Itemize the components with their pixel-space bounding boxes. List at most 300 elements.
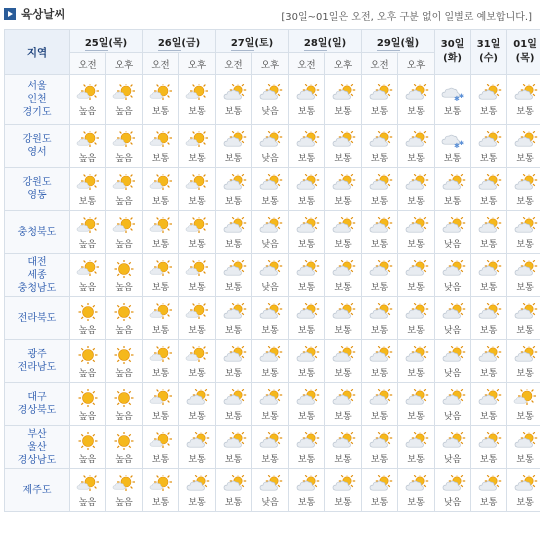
uv-level: 보통	[224, 497, 243, 508]
uv-level: 낮음	[443, 454, 462, 465]
forecast-cell	[179, 426, 216, 469]
cloud-sun-icon	[221, 432, 247, 450]
cloud-sun-icon	[257, 260, 283, 278]
cloud-sun-icon	[367, 303, 393, 321]
table-row	[5, 211, 540, 254]
cloud-sun-icon	[294, 475, 320, 493]
uv-level: 보통	[479, 196, 498, 207]
cloud-sun-icon	[440, 303, 466, 321]
uv-level: 보통	[407, 411, 425, 422]
pm-header: 오후	[106, 53, 143, 75]
table-row	[5, 168, 540, 211]
uv-level: 낮음	[443, 282, 462, 293]
forecast-cell	[362, 75, 398, 125]
forecast-cell	[106, 75, 143, 125]
forecast-cell	[143, 211, 179, 254]
forecast-cell	[216, 426, 252, 469]
forecast-cell	[471, 75, 507, 125]
section-arrow-icon	[4, 8, 16, 20]
uv-level: 보통	[334, 282, 352, 293]
uv-level: 보통	[224, 196, 243, 207]
uv-level: 보통	[516, 497, 534, 508]
region-name	[5, 168, 70, 211]
forecast-cell	[435, 469, 471, 512]
region-name	[5, 125, 70, 168]
cloud-sun-icon	[512, 131, 538, 149]
sunny-cloud-icon	[111, 217, 137, 235]
forecast-cell	[362, 469, 398, 512]
cloud-sun-icon	[476, 475, 502, 493]
uv-level: 보통	[151, 454, 170, 465]
forecast-cell	[471, 340, 507, 383]
forecast-cell	[143, 426, 179, 469]
sunny-cloud-icon	[148, 303, 174, 321]
cloud-sun-icon	[440, 217, 466, 235]
uv-level: 보통	[334, 325, 352, 336]
forecast-cell	[398, 211, 435, 254]
sunny-icon	[75, 303, 101, 321]
forecast-cell	[362, 297, 398, 340]
cloud-sun-icon	[367, 174, 393, 192]
forecast-cell	[143, 340, 179, 383]
uv-level: 보통	[188, 153, 206, 164]
region-line: 대구	[27, 392, 47, 403]
forecast-cell	[143, 254, 179, 297]
forecast-cell	[325, 340, 362, 383]
uv-level: 보통	[297, 107, 316, 117]
cloud-sun-icon	[184, 475, 210, 493]
uv-level: 보통	[479, 239, 498, 250]
uv-level: 보통	[370, 239, 389, 250]
cloud-sun-icon	[476, 303, 502, 321]
forecast-cell	[252, 125, 289, 168]
cloud-sun-icon	[403, 131, 429, 149]
region-line: 부산	[27, 428, 47, 440]
section-title: 육상날씨	[21, 7, 66, 21]
uv-level: 높음	[115, 368, 133, 379]
uv-level: 보통	[297, 497, 316, 508]
forecast-cell	[70, 254, 106, 297]
forecast-cell	[216, 254, 252, 297]
uv-level: 보통	[479, 497, 498, 508]
cloud-sun-icon	[257, 389, 283, 407]
forecast-cell	[325, 75, 362, 125]
cloud-sun-icon	[403, 84, 429, 102]
cloud-sun-icon	[184, 389, 210, 407]
uv-level: 보통	[479, 282, 498, 293]
uv-level: 보통	[297, 282, 316, 293]
cloud-sun-icon	[221, 217, 247, 235]
uv-level: 보통	[334, 411, 352, 422]
uv-level: 보통	[261, 454, 279, 465]
sunny-cloud-icon	[148, 432, 174, 450]
day-header	[70, 30, 143, 53]
cloud-sun-icon	[294, 432, 320, 450]
cloud-sun-icon	[476, 84, 502, 102]
forecast-cell	[471, 383, 507, 426]
sunny-cloud-icon	[111, 174, 137, 192]
uv-level: 보통	[334, 196, 352, 207]
region-line: 제주도	[22, 484, 52, 496]
forecast-cell	[216, 340, 252, 383]
uv-level: 낮음	[443, 411, 462, 422]
forecast-cell	[435, 340, 471, 383]
pm-header: 오후	[398, 53, 435, 75]
uv-level: 높음	[115, 239, 133, 250]
uv-level: 보통	[188, 497, 206, 508]
cloud-sun-icon	[330, 389, 356, 407]
uv-level: 보통	[188, 196, 206, 207]
forecast-cell	[106, 383, 143, 426]
cloud-sun-icon	[440, 389, 466, 407]
table-row	[5, 383, 540, 426]
forecast-cell	[252, 254, 289, 297]
cloud-sun-icon	[330, 260, 356, 278]
uv-level: 보통	[188, 325, 206, 336]
uv-level: 보통	[224, 239, 243, 250]
forecast-cell	[362, 254, 398, 297]
svg-text:✱: ✱	[458, 93, 464, 100]
forecast-cell	[289, 254, 325, 297]
table-row	[5, 340, 540, 383]
sunny-cloud-icon	[148, 84, 174, 102]
forecast-cell	[362, 125, 398, 168]
forecast-cell	[216, 469, 252, 512]
forecast-cell	[216, 211, 252, 254]
cloud-sun-icon	[330, 217, 356, 235]
sunny-icon	[111, 389, 137, 407]
uv-level: 높음	[115, 196, 133, 207]
forecast-cell	[435, 254, 471, 297]
forecast-cell	[216, 168, 252, 211]
area-header: 지역	[5, 30, 70, 75]
cloud-sun-icon	[403, 217, 429, 235]
cloud-sun-icon	[512, 432, 538, 450]
uv-level: 보통	[297, 239, 316, 250]
cloud-sun-icon	[221, 84, 247, 102]
uv-level: 보통	[261, 196, 279, 207]
forecast-cell	[252, 168, 289, 211]
forecast-cell	[289, 75, 325, 125]
forecast-cell	[70, 168, 106, 211]
forecast-cell	[106, 125, 143, 168]
uv-level: 보통	[297, 325, 316, 336]
cloud-sun-icon	[440, 260, 466, 278]
day-header	[289, 30, 362, 53]
forecast-cell	[252, 211, 289, 254]
forecast-cell	[398, 469, 435, 512]
uv-level: 높음	[78, 411, 97, 422]
cloud-sun-icon	[294, 346, 320, 364]
cloud-sun-icon	[330, 303, 356, 321]
day-date: 25일	[84, 37, 109, 49]
uv-level: 낮음	[443, 239, 462, 250]
uv-level: 보통	[516, 454, 534, 465]
forecast-cell	[106, 254, 143, 297]
forecast-cell	[507, 340, 540, 383]
uv-level: 보통	[151, 196, 170, 207]
region-line: 울산	[27, 441, 47, 453]
table-row	[5, 297, 540, 340]
uv-level: 보통	[479, 153, 498, 164]
uv-level: 보통	[334, 497, 352, 508]
uv-level: 보통	[443, 153, 462, 164]
forecast-cell	[70, 340, 106, 383]
forecast-cell	[398, 125, 435, 168]
uv-level: 보통	[370, 325, 389, 336]
forecast-cell	[143, 297, 179, 340]
cloud-sun-icon	[403, 346, 429, 364]
sunny-cloud-icon	[184, 217, 210, 235]
uv-level: 보통	[407, 454, 425, 465]
uv-level: 낮음	[261, 239, 279, 250]
forecast-cell	[507, 254, 540, 297]
forecast-cell	[106, 426, 143, 469]
uv-level: 보통	[516, 107, 534, 117]
day-weekday: (수)	[479, 53, 498, 64]
uv-level: 보통	[479, 368, 498, 379]
cloud-sun-icon	[440, 432, 466, 450]
forecast-cell	[252, 426, 289, 469]
uv-level: 낮음	[261, 282, 279, 293]
uv-level: 보통	[407, 368, 425, 379]
cloud-sun-icon	[512, 174, 538, 192]
cloud-sun-icon	[294, 303, 320, 321]
sunny-cloud-icon	[148, 131, 174, 149]
uv-level: 보통	[407, 196, 425, 207]
region-line: 영서	[27, 147, 47, 158]
day-date: 28일	[303, 37, 328, 49]
am-header: 오전	[289, 53, 325, 75]
forecast-cell	[216, 75, 252, 125]
forecast-cell	[325, 211, 362, 254]
uv-level: 보통	[407, 325, 425, 336]
sunny-icon	[111, 346, 137, 364]
uv-level: 보통	[334, 107, 352, 117]
sunny-cloud-icon	[512, 389, 538, 407]
day-date: 29일	[376, 37, 401, 49]
uv-level: 보통	[479, 107, 498, 117]
sunny-cloud-icon	[111, 84, 137, 102]
forecast-cell	[289, 340, 325, 383]
region-name	[5, 469, 70, 512]
uv-level: 낮음	[261, 153, 279, 164]
uv-level: 보통	[224, 368, 243, 379]
uv-level: 보통	[370, 454, 389, 465]
forecast-cell	[362, 426, 398, 469]
uv-level: 보통	[188, 411, 206, 422]
weather-table	[4, 29, 540, 512]
forecast-cell	[398, 383, 435, 426]
cloud-sun-icon	[257, 475, 283, 493]
region-line: 전라남도	[17, 362, 57, 373]
uv-level: 보통	[516, 196, 534, 207]
forecast-cell	[398, 340, 435, 383]
uv-level: 보통	[151, 497, 170, 508]
uv-level: 보통	[407, 282, 425, 293]
uv-level: 보통	[151, 368, 170, 379]
region-line: 충청북도	[17, 226, 57, 238]
cloud-sun-icon	[512, 346, 538, 364]
cloud-sun-icon	[221, 260, 247, 278]
day-weekday: (목)	[108, 37, 128, 49]
snow-cloud-icon	[440, 131, 466, 149]
cloud-sun-icon	[403, 389, 429, 407]
forecast-cell	[179, 211, 216, 254]
forecast-cell	[70, 211, 106, 254]
uv-level: 보통	[407, 239, 425, 250]
uv-level: 높음	[78, 497, 97, 508]
cloud-sun-icon	[476, 346, 502, 364]
forecast-cell	[252, 297, 289, 340]
uv-level: 보통	[297, 411, 316, 422]
forecast-note: [30일~01일은 오전, 오후 구분 없이 일별로 예보합니다.]	[281, 12, 532, 23]
cloud-sun-icon	[512, 217, 538, 235]
cloud-sun-icon	[257, 432, 283, 450]
uv-level: 보통	[407, 107, 425, 117]
sunny-icon	[111, 432, 137, 450]
region-line: 대전	[27, 256, 47, 268]
uv-level: 높음	[115, 325, 133, 336]
uv-level: 보통	[261, 411, 279, 422]
am-header: 오전	[143, 53, 179, 75]
region-line: 경상남도	[17, 454, 57, 466]
forecast-cell	[435, 383, 471, 426]
forecast-cell	[362, 383, 398, 426]
forecast-cell	[143, 75, 179, 125]
cloud-sun-icon	[403, 475, 429, 493]
cloud-sun-icon	[512, 260, 538, 278]
forecast-cell	[362, 168, 398, 211]
uv-level: 낮음	[443, 497, 462, 508]
uv-level: 낮음	[443, 368, 462, 379]
am-header: 오전	[70, 53, 106, 75]
forecast-cell	[398, 297, 435, 340]
forecast-cell	[507, 75, 540, 125]
forecast-cell	[435, 426, 471, 469]
cloud-sun-icon	[294, 174, 320, 192]
uv-level: 보통	[407, 497, 425, 508]
region-line: 세종	[27, 269, 47, 281]
forecast-cell	[325, 254, 362, 297]
uv-level: 보통	[297, 153, 316, 164]
cloud-sun-icon	[294, 131, 320, 149]
forecast-cell	[507, 297, 540, 340]
region-name	[5, 254, 70, 297]
uv-level: 높음	[78, 107, 97, 117]
sunny-cloud-icon	[111, 131, 137, 149]
forecast-cell	[252, 75, 289, 125]
forecast-cell	[325, 168, 362, 211]
cloud-sun-icon	[476, 174, 502, 192]
forecast-cell	[179, 168, 216, 211]
uv-level: 보통	[334, 239, 352, 250]
cloud-sun-icon	[476, 217, 502, 235]
forecast-cell	[435, 168, 471, 211]
forecast-cell	[143, 383, 179, 426]
cloud-sun-icon	[221, 303, 247, 321]
region-line: 서울	[27, 81, 47, 92]
forecast-cell	[435, 125, 471, 168]
am-header: 오전	[362, 53, 398, 75]
uv-level: 보통	[188, 282, 206, 293]
section-header	[4, 6, 536, 24]
forecast-cell	[398, 168, 435, 211]
pm-header: 오후	[325, 53, 362, 75]
day-weekday: (화)	[443, 53, 462, 64]
forecast-cell	[289, 211, 325, 254]
cloud-sun-icon	[184, 432, 210, 450]
uv-level: 보통	[297, 196, 316, 207]
cloud-sun-icon	[403, 174, 429, 192]
forecast-cell	[252, 383, 289, 426]
cloud-sun-icon	[257, 303, 283, 321]
cloud-sun-icon	[476, 260, 502, 278]
uv-level: 보통	[516, 153, 534, 164]
forecast-cell	[106, 297, 143, 340]
uv-level: 보통	[479, 411, 498, 422]
cloud-sun-icon	[512, 84, 538, 102]
header-row-days	[5, 30, 540, 53]
sunny-cloud-icon	[75, 131, 101, 149]
forecast-cell	[106, 211, 143, 254]
uv-level: 보통	[224, 411, 243, 422]
forecast-cell	[179, 125, 216, 168]
forecast-cell	[325, 426, 362, 469]
forecast-cell	[143, 469, 179, 512]
uv-level: 보통	[188, 107, 206, 117]
region-line: 강원도	[22, 134, 52, 145]
forecast-cell	[289, 125, 325, 168]
uv-level: 보통	[370, 368, 389, 379]
svg-text:✱: ✱	[458, 139, 464, 147]
forecast-cell	[471, 426, 507, 469]
region-name	[5, 340, 70, 383]
day-date: 31일	[476, 39, 501, 50]
sunny-cloud-icon	[184, 174, 210, 192]
region-line: 충청남도	[17, 282, 57, 294]
forecast-cell	[507, 426, 540, 469]
day-weekday: (금)	[181, 37, 201, 49]
forecast-cell	[471, 297, 507, 340]
sunny-cloud-icon	[148, 217, 174, 235]
forecast-cell	[325, 125, 362, 168]
pm-header: 오후	[252, 53, 289, 75]
forecast-cell	[179, 75, 216, 125]
uv-level: 높음	[115, 454, 133, 465]
day-date: 01일	[513, 39, 537, 50]
cloud-sun-icon	[440, 346, 466, 364]
forecast-cell	[471, 254, 507, 297]
uv-level: 낮음	[261, 107, 279, 117]
uv-level: 보통	[370, 196, 389, 207]
sunny-cloud-icon	[111, 475, 137, 493]
region-line: 경상북도	[17, 405, 57, 416]
cloud-sun-icon	[512, 475, 538, 493]
forecast-cell	[179, 297, 216, 340]
sunny-icon	[111, 260, 137, 278]
uv-level: 보통	[261, 325, 279, 336]
forecast-cell	[252, 469, 289, 512]
region-name	[5, 75, 70, 125]
sunny-icon	[75, 389, 101, 407]
cloud-sun-icon	[294, 260, 320, 278]
region-name	[5, 297, 70, 340]
forecast-cell	[216, 383, 252, 426]
day-weekday: (토)	[254, 37, 274, 49]
day-header	[143, 30, 216, 53]
uv-level: 낮음	[443, 325, 462, 336]
